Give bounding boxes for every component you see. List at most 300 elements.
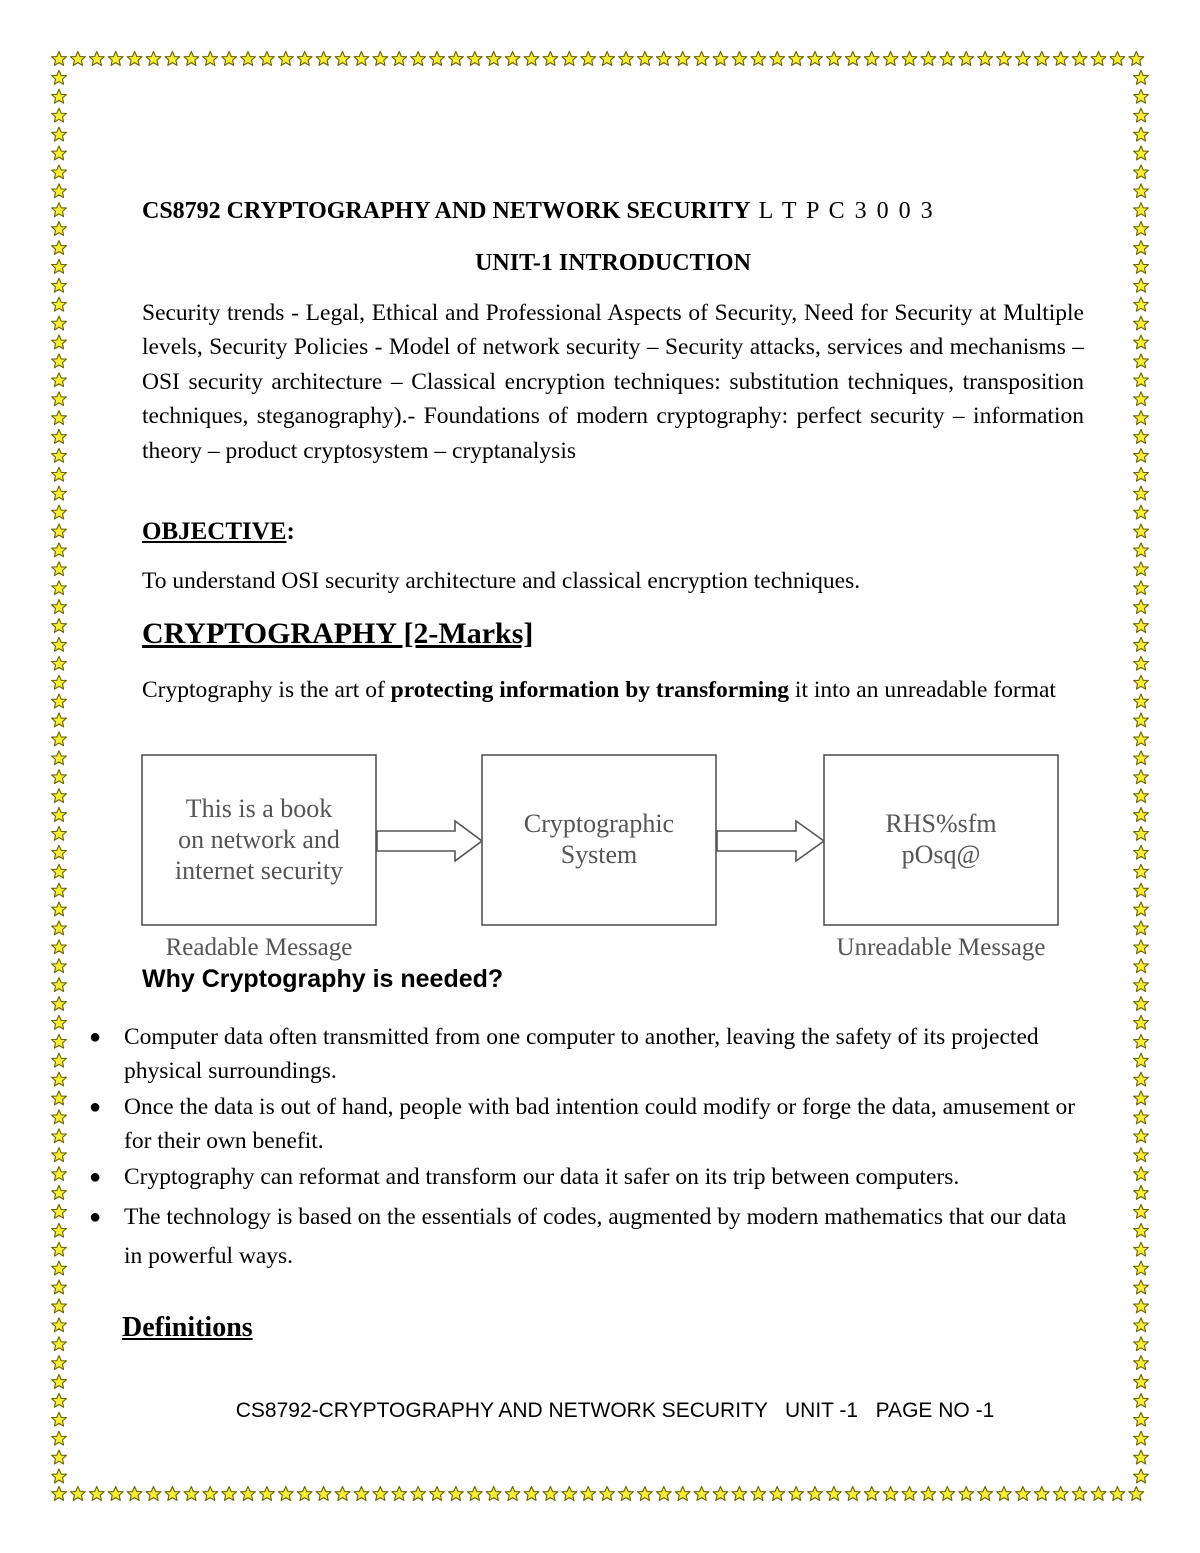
star-icon (184, 52, 199, 66)
list-item (85, 1160, 1085, 1194)
star-icon (1134, 259, 1149, 273)
star-icon (52, 1204, 67, 1218)
star-icon (1134, 1204, 1149, 1218)
star-icon (52, 1469, 67, 1483)
star-icon (165, 52, 180, 66)
star-icon (921, 52, 936, 66)
star-icon (1134, 751, 1149, 765)
star-icon (543, 1487, 558, 1501)
star-icon (656, 52, 671, 66)
star-icon (505, 52, 520, 66)
star-icon (864, 52, 879, 66)
star-icon (1134, 883, 1149, 897)
bullet-icon: ● (89, 1096, 102, 1118)
star-icon (921, 1487, 936, 1501)
unreadable-message-label: Unreadable Message (836, 934, 1046, 961)
star-icon (1134, 1299, 1149, 1313)
star-icon (1016, 1487, 1031, 1501)
star-icon (52, 1072, 67, 1086)
star-icon (845, 1487, 860, 1501)
star-icon (789, 52, 804, 66)
star-icon (1134, 127, 1149, 141)
star-icon (1034, 52, 1049, 66)
star-icon (241, 1487, 256, 1501)
star-icon (675, 52, 690, 66)
star-icon (354, 1487, 369, 1501)
star-icon (486, 52, 501, 66)
star-icon (52, 222, 67, 236)
star-icon (1110, 52, 1125, 66)
star-icon (1134, 921, 1149, 935)
star-icon (1134, 619, 1149, 633)
star-icon (1134, 1148, 1149, 1162)
star-icon (52, 1356, 67, 1370)
star-icon (146, 52, 161, 66)
crypto-system-line-2: System (560, 840, 638, 869)
star-icon (52, 184, 67, 198)
star-icon (1134, 1091, 1149, 1105)
star-icon (71, 52, 86, 66)
star-icon (638, 52, 653, 66)
star-icon (902, 1487, 917, 1501)
star-icon (52, 789, 67, 803)
star-icon (1129, 52, 1144, 66)
star-icon (52, 411, 67, 425)
star-icon (52, 241, 67, 255)
star-icon (52, 1450, 67, 1464)
star-icon (1053, 1487, 1068, 1501)
star-icon (165, 1487, 180, 1501)
star-icon (1134, 1431, 1149, 1445)
star-icon (713, 52, 728, 66)
star-icon (1034, 1487, 1049, 1501)
star-icon (694, 52, 709, 66)
star-icon (52, 89, 67, 103)
objective-heading-colon: : (286, 518, 295, 545)
star-icon (52, 1223, 67, 1237)
star-icon (52, 751, 67, 765)
star-icon (808, 52, 823, 66)
star-icon (52, 524, 67, 538)
star-icon (1134, 1186, 1149, 1200)
star-icon (1134, 978, 1149, 992)
star-icon (770, 52, 785, 66)
star-icon (1134, 997, 1149, 1011)
star-icon (52, 1487, 67, 1501)
star-icon (52, 1318, 67, 1332)
star-icon (52, 1110, 67, 1124)
unit-title: UNIT-1 INTRODUCTION (475, 250, 751, 276)
star-icon (581, 1487, 596, 1501)
list-item-text: The technology is based on the essentials of codes, augmented by modern mathematics that our data in powerful ways. (124, 1204, 1067, 1269)
list-item-text: Computer data often transmitted from one computer to another, leaving the safety of its projected physical surroundings. (124, 1024, 1039, 1084)
star-icon (1134, 1129, 1149, 1143)
star-icon (52, 713, 67, 727)
star-icon (52, 1148, 67, 1162)
star-icon (222, 52, 237, 66)
ciphertext-line-1: RHS%sfm (885, 809, 997, 838)
star-icon (52, 619, 67, 633)
star-icon (562, 1487, 577, 1501)
star-icon (732, 52, 747, 66)
star-icon (52, 675, 67, 689)
star-icon (52, 1186, 67, 1200)
star-icon (1134, 959, 1149, 973)
star-icon (52, 600, 67, 614)
star-icon (52, 203, 67, 217)
star-icon (997, 52, 1012, 66)
star-icon (430, 52, 445, 66)
star-icon (827, 1487, 842, 1501)
star-icon (297, 1487, 312, 1501)
star-icon (278, 1487, 293, 1501)
star-icon (373, 1487, 388, 1501)
star-icon (335, 1487, 350, 1501)
star-icon (1134, 70, 1149, 84)
star-icon (1134, 165, 1149, 179)
star-icon (52, 826, 67, 840)
star-icon (1134, 1337, 1149, 1351)
star-icon (260, 1487, 275, 1501)
star-icon (1134, 562, 1149, 576)
star-icon (675, 1487, 690, 1501)
star-icon (524, 1487, 539, 1501)
star-icon (1134, 675, 1149, 689)
star-icon (449, 1487, 464, 1501)
star-icon (127, 52, 142, 66)
star-icon (1134, 1375, 1149, 1389)
star-icon (1072, 1487, 1087, 1501)
star-icon (1134, 316, 1149, 330)
star-icon (1134, 902, 1149, 916)
star-icon (1053, 52, 1068, 66)
star-icon (1134, 297, 1149, 311)
star-icon (1134, 373, 1149, 387)
star-icon (770, 1487, 785, 1501)
star-icon (392, 1487, 407, 1501)
star-icon (146, 1487, 161, 1501)
star-icon (1134, 1110, 1149, 1124)
bullet-icon: ● (89, 1026, 102, 1048)
star-icon (278, 52, 293, 66)
star-icon (1134, 1356, 1149, 1370)
cryptography-heading: CRYPTOGRAPHY [2-Marks] (142, 617, 534, 650)
star-icon (1134, 278, 1149, 292)
course-code-title: CS8792 CRYPTOGRAPHY AND NETWORK SECURITY (142, 198, 751, 224)
star-icon (1134, 448, 1149, 462)
star-icon (1134, 845, 1149, 859)
star-icon (524, 52, 539, 66)
star-icon (1134, 789, 1149, 803)
star-icon (978, 52, 993, 66)
star-icon (52, 978, 67, 992)
star-icon (52, 921, 67, 935)
star-icon (222, 1487, 237, 1501)
star-icon (52, 562, 67, 576)
definition-bold: protecting information by transforming (390, 677, 790, 703)
arrow-right-icon (377, 821, 482, 861)
star-icon (52, 1034, 67, 1048)
star-icon (52, 467, 67, 481)
star-icon (1134, 808, 1149, 822)
star-icon (52, 505, 67, 519)
star-icon (52, 1261, 67, 1275)
star-icon (467, 52, 482, 66)
star-icon (1134, 1223, 1149, 1237)
list-item (85, 1090, 1085, 1158)
star-icon (1134, 1034, 1149, 1048)
star-icon (354, 52, 369, 66)
star-icon (52, 108, 67, 122)
star-icon (1091, 1487, 1106, 1501)
star-icon (619, 1487, 634, 1501)
star-icon (52, 430, 67, 444)
course-title-line (142, 198, 935, 225)
star-icon (638, 1487, 653, 1501)
star-icon (1134, 411, 1149, 425)
plaintext-line-1: This is a book (185, 794, 333, 823)
star-icon (52, 70, 67, 84)
star-icon (52, 486, 67, 500)
star-icon (1134, 241, 1149, 255)
star-icon (1134, 543, 1149, 557)
star-icon (52, 1015, 67, 1029)
star-icon (52, 127, 67, 141)
objective-heading (142, 518, 295, 546)
star-icon (732, 1487, 747, 1501)
star-icon (89, 52, 104, 66)
star-icon (52, 883, 67, 897)
star-icon (89, 1487, 104, 1501)
star-icon (1134, 826, 1149, 840)
star-icon (430, 1487, 445, 1501)
plaintext-line-3: internet security (174, 856, 344, 885)
star-icon (1134, 637, 1149, 651)
why-cryptography-heading: Why Cryptography is needed? (142, 965, 504, 993)
bullet-icon: ● (89, 1206, 102, 1228)
star-icon (411, 52, 426, 66)
list-item-text: Once the data is out of hand, people with bad intention could modify or forge the data, amusement or for their own benefit. (124, 1094, 1076, 1154)
star-icon (52, 448, 67, 462)
star-icon (1134, 108, 1149, 122)
star-icon (1134, 732, 1149, 746)
cryptography-diagram (140, 752, 1065, 967)
star-icon (52, 845, 67, 859)
star-icon (1134, 1242, 1149, 1256)
star-icon (316, 52, 331, 66)
star-icon (108, 1487, 123, 1501)
star-icon (959, 1487, 974, 1501)
star-icon (373, 52, 388, 66)
bullet-icon: ● (89, 1166, 102, 1188)
star-icon (449, 52, 464, 66)
star-icon (52, 770, 67, 784)
star-icon (486, 1487, 501, 1501)
star-icon (1134, 694, 1149, 708)
star-icon (1134, 1261, 1149, 1275)
star-icon (864, 1487, 879, 1501)
star-icon (184, 1487, 199, 1501)
crypto-system-line-1: Cryptographic (523, 809, 675, 838)
star-icon (959, 52, 974, 66)
star-icon (203, 52, 218, 66)
star-icon (52, 959, 67, 973)
star-icon (600, 52, 615, 66)
definition-prefix: Cryptography is the art of (142, 677, 391, 703)
star-icon (751, 1487, 766, 1501)
star-icon (883, 52, 898, 66)
star-icon (1134, 1318, 1149, 1332)
star-icon (297, 52, 312, 66)
star-icon (656, 1487, 671, 1501)
star-icon (1134, 1053, 1149, 1067)
star-icon (467, 1487, 482, 1501)
star-icon (1134, 354, 1149, 368)
star-icon (52, 316, 67, 330)
definition-suffix: it into an unreadable format (789, 677, 1056, 703)
star-icon (108, 52, 123, 66)
star-icon (1134, 146, 1149, 160)
star-icon (997, 1487, 1012, 1501)
star-icon (1134, 864, 1149, 878)
star-icon (1134, 713, 1149, 727)
star-icon (1134, 467, 1149, 481)
star-icon (1134, 392, 1149, 406)
list-item (85, 1020, 1085, 1088)
star-icon (505, 1487, 520, 1501)
star-icon (52, 1431, 67, 1445)
star-icon (1134, 505, 1149, 519)
star-icon (940, 52, 955, 66)
star-icon (1134, 1072, 1149, 1086)
star-icon (316, 1487, 331, 1501)
star-icon (1134, 524, 1149, 538)
star-icon (902, 52, 917, 66)
star-icon (751, 52, 766, 66)
star-icon (52, 335, 67, 349)
star-icon (52, 1129, 67, 1143)
star-icon (1091, 52, 1106, 66)
star-icon (52, 1299, 67, 1313)
star-icon (1134, 1469, 1149, 1483)
star-icon (52, 732, 67, 746)
star-icon (52, 1053, 67, 1067)
star-icon (1134, 89, 1149, 103)
star-icon (1129, 1487, 1144, 1501)
star-icon (1134, 203, 1149, 217)
star-icon (1016, 52, 1031, 66)
star-icon (52, 940, 67, 954)
star-icon (52, 694, 67, 708)
star-icon (52, 354, 67, 368)
star-icon (52, 864, 67, 878)
ltpc-credits: L T P C 3 0 0 3 (758, 198, 935, 224)
star-icon (940, 1487, 955, 1501)
star-icon (1110, 1487, 1125, 1501)
star-icon (808, 1487, 823, 1501)
star-icon (1134, 656, 1149, 670)
star-icon (52, 1280, 67, 1294)
objective-heading-label: OBJECTIVE (142, 518, 287, 545)
star-icon (71, 1487, 86, 1501)
star-icon (883, 1487, 898, 1501)
arrow-right-icon (717, 821, 824, 861)
star-icon (52, 1091, 67, 1105)
star-icon (52, 1242, 67, 1256)
star-icon (789, 1487, 804, 1501)
star-icon (52, 902, 67, 916)
star-icon (52, 259, 67, 273)
star-icon (1134, 940, 1149, 954)
star-icon (52, 297, 67, 311)
star-icon (694, 1487, 709, 1501)
page-footer: CS8792-CRYPTOGRAPHY AND NETWORK SECURITY UNIT -1 PAGE NO -1 (235, 1399, 995, 1422)
star-icon (52, 278, 67, 292)
star-icon (52, 1375, 67, 1389)
cryptography-definition (142, 674, 1084, 707)
star-icon (581, 52, 596, 66)
star-icon (1134, 1450, 1149, 1464)
syllabus-paragraph: Security trends - Legal, Ethical and Professional Aspects of Security, Need for Security at Multiple levels, Security Policies - Model of network security – Security attacks, services and mechanisms – OSI security architecture – Classical encryption techniques: substitution techniques, transposition techniques, steganography).- Foundations of modern cryptography: perfect security – information theory – product cryptosystem – cryptanalysis (142, 300, 1084, 464)
definitions-heading: Definitions (122, 1312, 253, 1343)
star-icon (203, 1487, 218, 1501)
star-icon (52, 543, 67, 557)
star-icon (1134, 1167, 1149, 1181)
star-icon (1134, 430, 1149, 444)
star-icon (1072, 52, 1087, 66)
star-icon (127, 1487, 142, 1501)
star-icon (713, 1487, 728, 1501)
star-icon (1134, 335, 1149, 349)
star-icon (241, 52, 256, 66)
star-icon (52, 1337, 67, 1351)
star-icon (335, 52, 350, 66)
star-icon (1134, 1280, 1149, 1294)
star-icon (52, 373, 67, 387)
star-icon (600, 1487, 615, 1501)
star-icon (52, 146, 67, 160)
star-icon (562, 52, 577, 66)
star-icon (827, 52, 842, 66)
ciphertext-line-2: pOsq@ (901, 840, 981, 869)
star-icon (1134, 184, 1149, 198)
plaintext-line-2: on network and (178, 825, 340, 854)
star-icon (1134, 222, 1149, 236)
star-icon (1134, 770, 1149, 784)
star-icon (392, 52, 407, 66)
list-item (85, 1198, 1085, 1276)
star-icon (52, 808, 67, 822)
star-icon (52, 392, 67, 406)
star-icon (1134, 581, 1149, 595)
star-icon (52, 581, 67, 595)
star-icon (845, 52, 860, 66)
why-bullet-list (85, 1020, 1085, 1276)
star-icon (52, 1167, 67, 1181)
objective-text: To understand OSI security architecture and classical encryption techniques. (142, 568, 861, 594)
star-icon (52, 165, 67, 179)
readable-message-label: Readable Message (165, 934, 353, 961)
star-icon (543, 52, 558, 66)
star-icon (52, 52, 67, 66)
list-item-text: Cryptography can reformat and transform our data it safer on its trip between computers. (124, 1164, 960, 1190)
star-icon (978, 1487, 993, 1501)
star-icon (1134, 486, 1149, 500)
star-icon (1134, 600, 1149, 614)
star-icon (260, 52, 275, 66)
star-icon (52, 656, 67, 670)
star-icon (619, 52, 634, 66)
